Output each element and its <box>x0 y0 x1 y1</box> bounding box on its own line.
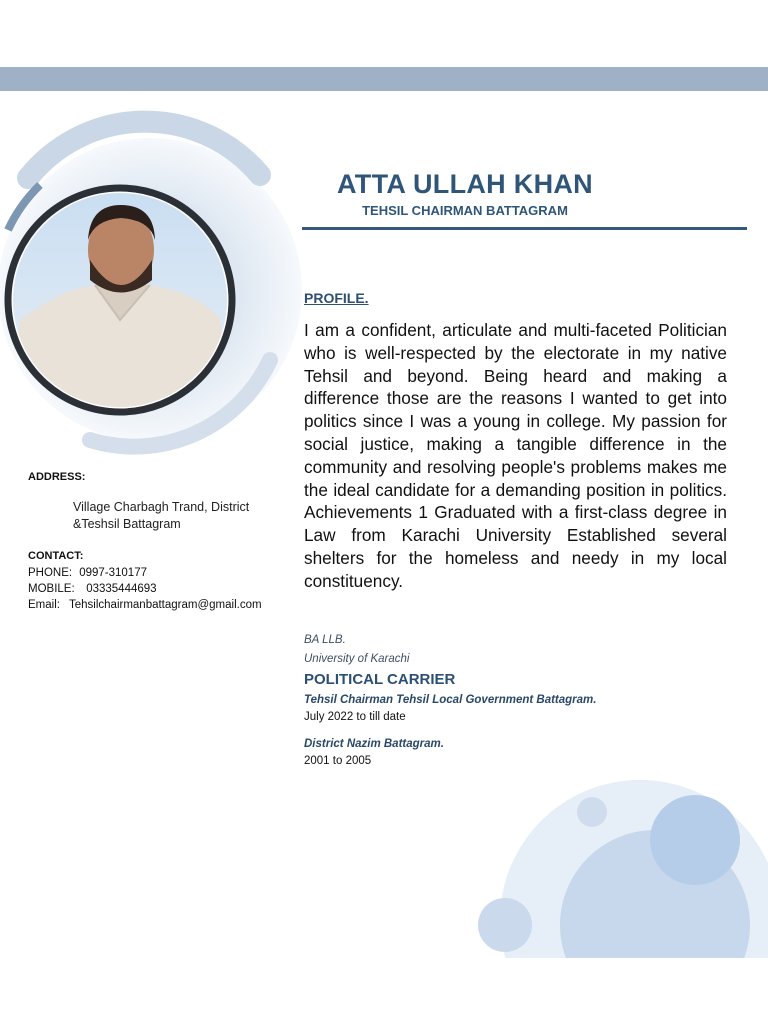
career-dates: 2001 to 2005 <box>304 755 372 767</box>
career-role: Tehsil Chairman Tehsil Local Government Battagram. <box>304 694 597 706</box>
email-line <box>28 599 262 611</box>
education-university: University of Karachi <box>304 653 410 665</box>
contact-heading: CONTACT: <box>28 550 84 562</box>
title-divider <box>302 227 747 230</box>
bubble-tiny <box>577 797 607 827</box>
phone-value: 0997-310177 <box>79 567 147 579</box>
bubble-left <box>478 898 532 952</box>
phone-line <box>28 567 147 579</box>
address-text: Village Charbagh Trand, District &Teshsil Battagram <box>73 500 250 531</box>
mobile-value: 03335444693 <box>86 583 157 595</box>
phone-label: PHONE: <box>28 567 73 579</box>
career-dates: July 2022 to till date <box>304 711 406 723</box>
candidate-name: ATTA ULLAH KHAN <box>337 169 593 199</box>
profile-text: I am a confident, articulate and multi-faceted Politician who is well-respected by the electorate in my native Tehsil and beyond. Being heard and making a difference those are the reasons I wanted to get into politics since I was a young in college. My passion for social justice, making a tangible difference in the community and resolving people's problems makes me the ideal candidate for a demanding position in politics. Achievements 1 Graduated with a first-class degree in Law from Karachi University Established several shelters for the homeless and needy in my local constituency. <box>304 320 727 591</box>
career-heading: POLITICAL CARRIER <box>304 671 456 688</box>
career-role: District Nazim Battagram. <box>304 738 444 750</box>
address-heading: ADDRESS: <box>28 471 86 483</box>
email-value[interactable]: Tehsilchairmanbattagram@gmail.com <box>69 599 262 611</box>
email-label: Email: <box>28 599 60 611</box>
profile-heading: PROFILE. <box>304 290 369 306</box>
page-bottom-margin <box>0 958 768 1024</box>
education-degree: BA LLB. <box>304 634 346 646</box>
candidate-title: TEHSIL CHAIRMAN BATTAGRAM <box>362 203 568 218</box>
mobile-label: MOBILE: <box>28 583 75 595</box>
header-band <box>0 67 768 91</box>
mobile-line <box>28 583 157 595</box>
bubble-small <box>650 795 740 885</box>
